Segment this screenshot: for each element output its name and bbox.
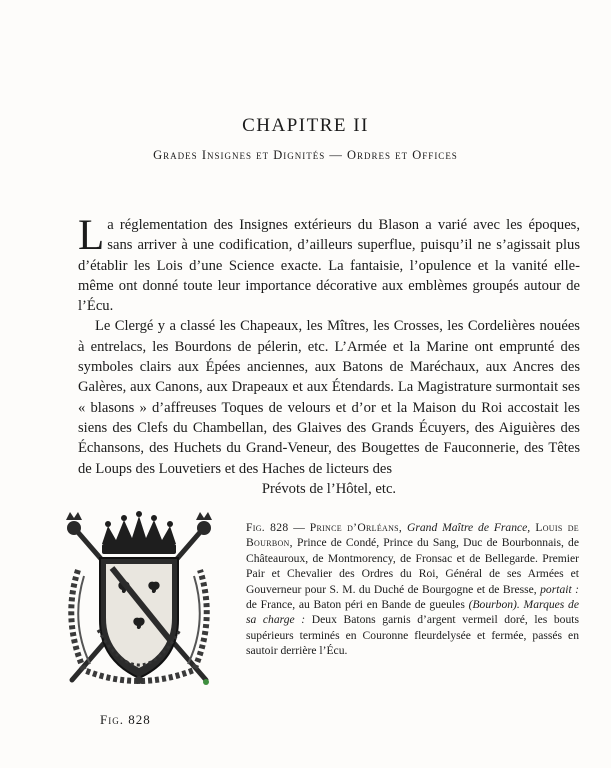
caption-text-1: Prince de Condé, Prince du Sang, Duc de Bourbonnais, de Châteauroux, de Montmorency, de Fronsac et de Bellegarde. Premier Pair et Chevalier des Ordres du Roi, Général de ses Armées et Gouverneur pour S. M. du Duché de Bourgogne et de Bresse, <box>246 536 579 596</box>
body-text <box>78 212 580 499</box>
paragraph-1 <box>78 212 580 316</box>
caption-name: Prince d’Orléans, <box>309 521 403 534</box>
caption-text-3: Deux Batons garnis d’argent vermeil doré, les bouts supérieurs terminés en Couronne fleurdelysée et fermée, passés en sautoir derrière l’Écu. <box>246 613 579 658</box>
paragraph-2 <box>78 316 580 478</box>
caption-text-2: de France, au Baton péri en Bande de gueules <box>246 598 465 612</box>
caption-portait: portait : <box>536 582 579 596</box>
chapter-subtitle: Grades Insignes et Dignités — Ordres et Offices <box>153 148 458 162</box>
figure-caption <box>246 520 579 659</box>
caption-marques: Marques de sa charge : <box>246 598 579 627</box>
paragraph-2-last-line: Prévots de l’Hôtel, etc. <box>261 480 397 497</box>
coat-of-arms-icon <box>58 510 220 692</box>
paragraph-2-text: Le Clergé y a classé les Chapeaux, les Mîtres, les Crosses, les Cordelières nouées à entrelacs, les Bourdons de pélerin, etc. L’Armée et la Marine ont emprunté des symboles clairs aux Épées anciennes, aux Batons de Maréchaux, aux Ancres des Galères, aux Canons, aux Drapeaux et aux Étendards. La Magistrature surmontait ses « blasons » d’affreuses Toques de velours et d’or et la Maison du Roi accostait les siens des Clefs du Chambellan, des Glaives des Grands Écuyers, des Aiguières des Échansons, des Huchets du Grand-Veneur, des Bougettes de Fauconnerie, des Têtes de Loups des Louvetiers et des Haches de licteurs des <box>78 318 580 477</box>
caption-person: Louis de Bourbon, <box>246 521 579 550</box>
figure-label: Fig. 828 <box>100 712 151 727</box>
caption-bourbon: (Bourbon). <box>464 598 520 612</box>
paragraph-1-text: a réglementation des Insignes extérieurs du Blason a varié avec les époques, sans arriver à une codification, d’ailleurs superflue, puisqu’il ne s’agissait plus d’établir les Lois d’une Science exacte. La fantaisie, l’opulence et la vanité elle-même ont donné toute leur importance décorative aux emblèmes groupés autour de l’Écu. <box>78 217 580 315</box>
caption-dash: — <box>288 521 310 534</box>
caption-title: Grand Maître de France, <box>402 521 531 534</box>
drop-cap: L <box>78 212 105 259</box>
caption-fig-number: Fig. 828 <box>246 521 289 534</box>
chapter-title: CHAPITRE II <box>242 115 369 136</box>
